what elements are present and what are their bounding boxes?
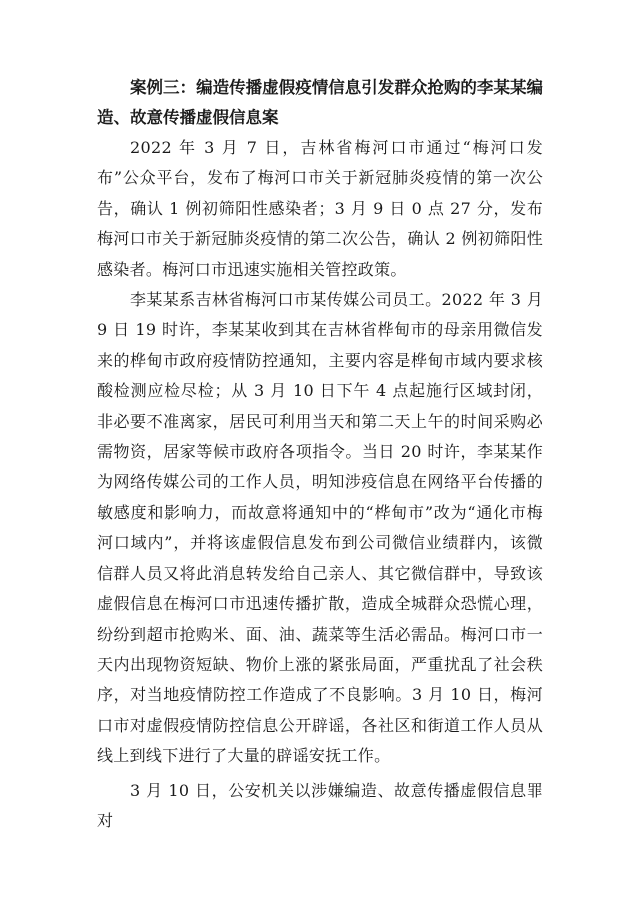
paragraph-handling: 3 月 10 日，公安机关以涉嫌编造、故意传播虚假信息罪对	[97, 780, 543, 830]
paragraph-background: 2022 年 3 月 7 日，吉林省梅河口市通过“梅河口发布”公众平台，发布了梅河口市关于新冠肺炎疫情的第一次公告，确认 1 例初筛阳性感染者；3 月 9 日 0 点 27 分，发布梅河口市关于新冠肺炎疫情的第二次公告，确认 2 例初筛阳性感染者。梅河口市迅速实施相关管控政策。	[97, 138, 543, 279]
case-title: 案例三：编造传播虚假疫情信息引发群众抢购的李某某编造、故意传播虚假信息案	[97, 78, 543, 127]
paragraph-facts: 李某某系吉林省梅河口市某传媒公司员工。2022 年 3 月 9 日 19 时许，李某某收到其在吉林省桦甸市的母亲用微信发来的桦甸市政府疫情防控通知，主要内容是桦甸市域内要求核酸检测应检尽检；从 3 月 10 日下午 4 点起施行区域封闭，非必要不准离家，居民可利用当天和第二天上午的时间采购必需物资，居家等候市政府各项指令。当日 20 时许，李某某作为网络传媒公司的工作人员，明知涉疫信息在网络平台传播的敏感度和影响力，而故意将通知中的“桦甸市”改为“通化市梅河口域内”，并将该虚假信息发布到公司微信业绩群内，该微信群人员又将此消息转发给自己亲人、其它微信群中，导致该虚假信息在梅河口市迅速传播扩散，造成全城群众恐慌心理，纷纷到超市抢购米、面、油、蔬菜等生活必需品。梅河口市一天内出现物资短缺、物价上涨的紧张局面，严重扰乱了社会秩序，对当地疫情防控工作造成了不良影响。3 月 10 日，梅河口市对虚假疫情防控信息公开辟谣，各社区和街道工作人员从线上到线下进行了大量的辟谣安抚工作。	[97, 290, 543, 766]
document-page	[97, 73, 543, 836]
